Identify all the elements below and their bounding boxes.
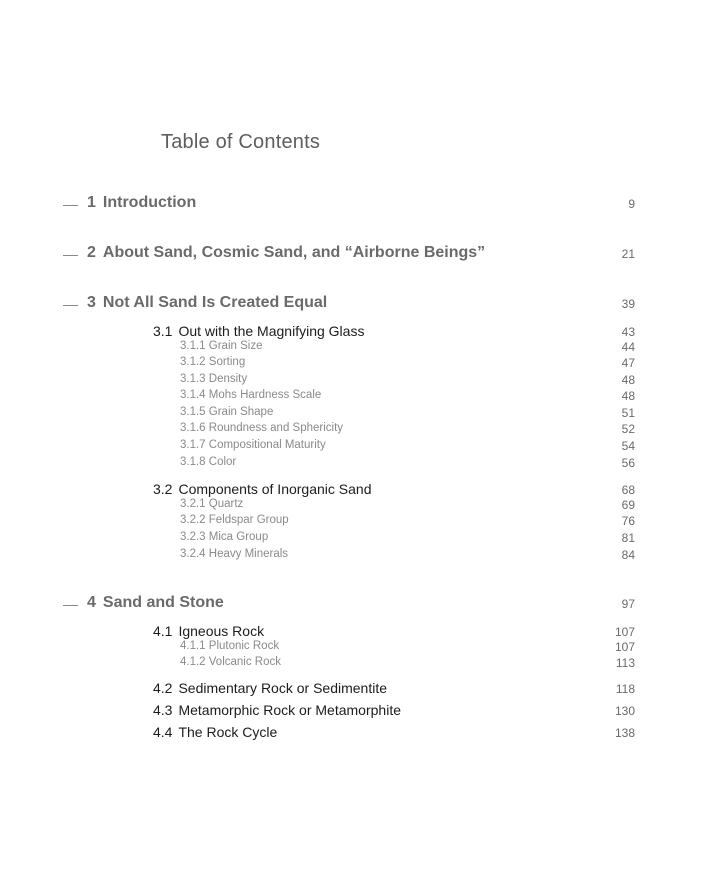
chapter-title-text: About Sand, Cosmic Sand, and “Airborne Beings” <box>102 244 486 261</box>
section-page: 138 <box>614 726 635 740</box>
subsection-page: 52 <box>621 422 635 436</box>
subsection-title: 3.1.5 Grain Shape <box>180 406 274 418</box>
toc-chapter-2[interactable] <box>0 244 720 268</box>
chapter-page: 97 <box>621 597 635 611</box>
subsection-title: 3.1.2 Sorting <box>180 356 246 368</box>
toc-chapter-3[interactable] <box>0 294 720 318</box>
section-title-text: Igneous Rock <box>178 623 265 639</box>
section-number: 4.4 <box>153 724 173 740</box>
subsection-title: 3.1.1 Grain Size <box>180 340 263 352</box>
section-title <box>153 702 401 718</box>
section-number: 3.2 <box>153 481 173 497</box>
section-page: 68 <box>621 483 635 497</box>
toc-section-4-3[interactable] <box>0 702 720 720</box>
chapter-title-text: Not All Sand Is Created Equal <box>102 294 328 311</box>
chapter-page: 21 <box>621 247 635 261</box>
section-title <box>153 481 371 497</box>
subsection-page: 84 <box>621 548 635 562</box>
section-page: 130 <box>614 704 635 718</box>
section-number: 4.3 <box>153 702 173 718</box>
toc-chapter-4[interactable] <box>0 594 720 618</box>
chapter-number: 2 <box>87 244 96 261</box>
toc-subsection-3-2-1[interactable] <box>0 498 720 513</box>
section-title-text: Out with the Magnifying Glass <box>178 323 365 339</box>
chapter-title-text: Introduction <box>102 194 197 211</box>
toc-subsection-3-1-4[interactable] <box>0 389 720 404</box>
subsection-page: 56 <box>621 456 635 470</box>
toc-subsection-3-1-3[interactable] <box>0 373 720 388</box>
section-title <box>153 724 277 740</box>
toc-title: Table of Contents <box>161 131 321 153</box>
section-title-text: Components of Inorganic Sand <box>178 481 372 497</box>
subsection-page: 69 <box>621 498 635 512</box>
subsection-title: 3.2.3 Mica Group <box>180 531 269 543</box>
subsection-page: 51 <box>621 406 635 420</box>
chapter-title <box>87 194 196 212</box>
toc-section-3-1[interactable] <box>0 323 720 341</box>
section-page: 118 <box>615 682 635 696</box>
toc-subsection-4-1-1[interactable] <box>0 640 720 655</box>
section-number: 3.1 <box>153 323 173 339</box>
section-title <box>153 680 387 696</box>
subsection-title: 3.1.4 Mohs Hardness Scale <box>180 389 322 401</box>
subsection-title: 3.1.7 Compositional Maturity <box>180 439 326 451</box>
section-number: 4.2 <box>153 680 173 696</box>
subsection-page: 47 <box>621 356 635 370</box>
toc-section-4-1[interactable] <box>0 623 720 641</box>
section-page: 43 <box>621 325 635 339</box>
toc-section-4-2[interactable] <box>0 680 720 698</box>
section-title-text: The Rock Cycle <box>178 724 278 740</box>
subsection-page: 107 <box>614 640 635 654</box>
subsection-title: 4.1.2 Volcanic Rock <box>180 656 282 668</box>
toc-subsection-3-1-6[interactable] <box>0 422 720 437</box>
toc-subsection-3-1-2[interactable] <box>0 356 720 371</box>
toc-chapter-1[interactable] <box>0 194 720 218</box>
toc-subsection-3-1-5[interactable] <box>0 406 720 421</box>
toc-subsection-3-2-4[interactable] <box>0 548 720 563</box>
subsection-page: 76 <box>621 514 635 528</box>
chapter-number: 4 <box>87 594 96 611</box>
subsection-title: 3.1.6 Roundness and Sphericity <box>180 422 344 434</box>
subsection-page: 44 <box>621 340 635 354</box>
subsection-title: 3.2.1 Quartz <box>180 498 244 510</box>
section-number: 4.1 <box>153 623 173 639</box>
toc-subsection-3-1-8[interactable] <box>0 456 720 471</box>
chapter-number: 1 <box>87 194 96 211</box>
section-title <box>153 623 264 639</box>
subsection-page: 113 <box>615 656 635 670</box>
section-title-text: Metamorphic Rock or Metamorphite <box>178 702 401 718</box>
subsection-title: 3.1.8 Color <box>180 456 237 468</box>
chapter-dash <box>63 605 78 606</box>
chapter-number: 3 <box>87 294 96 311</box>
subsection-page: 81 <box>621 531 635 545</box>
section-title-text: Sedimentary Rock or Sedimentite <box>178 680 388 696</box>
subsection-title: 3.2.4 Heavy Minerals <box>180 548 289 560</box>
toc-section-3-2[interactable] <box>0 481 720 499</box>
chapter-dash <box>63 305 78 306</box>
chapter-title-text: Sand and Stone <box>102 594 224 611</box>
section-page: 107 <box>614 625 635 639</box>
chapter-title <box>87 244 485 262</box>
toc-subsection-3-1-7[interactable] <box>0 439 720 454</box>
chapter-dash <box>63 205 78 206</box>
chapter-title <box>87 594 224 612</box>
subsection-page: 48 <box>621 389 635 403</box>
chapter-dash <box>63 255 78 256</box>
subsection-page: 54 <box>621 439 635 453</box>
chapter-title <box>87 294 327 312</box>
toc-section-4-4[interactable] <box>0 724 720 742</box>
section-title <box>153 323 364 339</box>
toc-subsection-3-2-2[interactable] <box>0 514 720 529</box>
subsection-title: 4.1.1 Plutonic Rock <box>180 640 280 652</box>
chapter-page: 39 <box>621 297 635 311</box>
toc-subsection-3-2-3[interactable] <box>0 531 720 546</box>
toc-subsection-3-1-1[interactable] <box>0 340 720 355</box>
subsection-page: 48 <box>621 373 635 387</box>
subsection-title: 3.1.3 Density <box>180 373 248 385</box>
chapter-page: 9 <box>628 197 635 211</box>
toc-subsection-4-1-2[interactable] <box>0 656 720 671</box>
subsection-title: 3.2.2 Feldspar Group <box>180 514 289 526</box>
